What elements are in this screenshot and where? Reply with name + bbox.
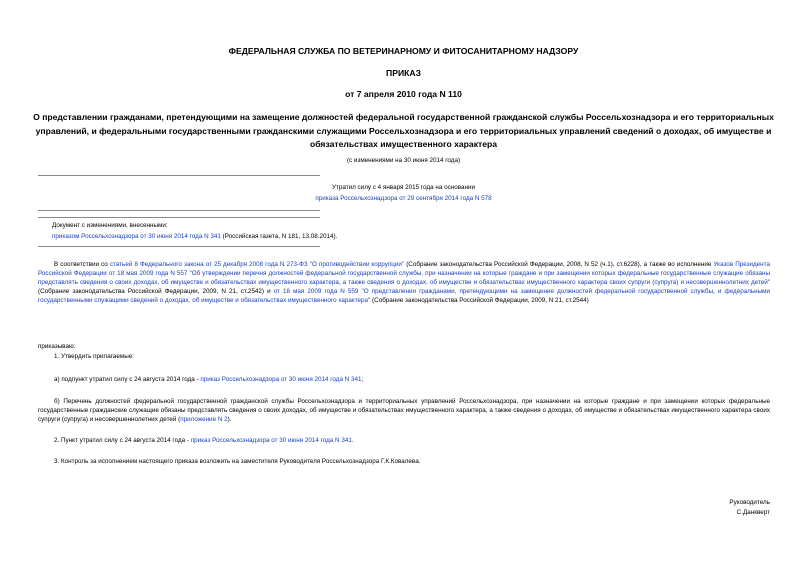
preamble-text: (Собрание законодательства Российской Федерации, 2008, N 52 (ч.1), ст.6228), а также во исполнение bbox=[404, 261, 714, 268]
signature-name: С.Данкверт bbox=[736, 509, 770, 516]
order-341-link[interactable]: приказ Россельхознадзора от 30 июня 2014 года N 341 bbox=[200, 376, 362, 383]
item-1b-text: б) Перечень должностей федеральной государственной гражданской службы Россельхознадзора и территориальных управлений Россельхознадзора, при назначении на которые граждане и при замещении которых федеральные государственные гражданские служащие обязаны представлять сведения о своих доходах, об имуществе и обязательствах имущественного характера, а также сведения о доходах, об имуществе и обязательствах имущественного характера своих супруги (супруга) и несовершеннолетних детей ( bbox=[38, 398, 770, 423]
law-273-link[interactable]: статьей 8 Федерального закона от 25 декабря 2008 года N 273-ФЗ "О противодействии коррупции" bbox=[109, 261, 405, 268]
preamble-paragraph bbox=[38, 261, 770, 306]
decree-557-link[interactable]: Указов Президента Российской Федерации от 18 мая 2009 года N 557 "Об утверждении перечня должностей федеральной государственной службы, при назначении на которые граждане и при замещении которых федеральные государственные служащие обязаны представлять сведения о своих доходах, об имуществе и обязательствах имущественного характера, а также сведения о доходах, об имуществе и обязательствах имущественного характера своих супруги (супруга) и несовершеннолетних детей" bbox=[38, 261, 770, 286]
item-1a-end: ; bbox=[361, 376, 364, 383]
amendments-intro: Документ с изменениями, внесенными: bbox=[52, 222, 168, 229]
appendix-2-link[interactable]: приложение N 2 bbox=[180, 415, 228, 423]
amendments-link[interactable]: приказом Россельхознадзора от 30 июня 2014 года N 341 bbox=[52, 233, 221, 240]
divider bbox=[38, 246, 320, 247]
order-341-link[interactable]: приказ Россельхознадзора от 30 июня 2014 года N 341 bbox=[190, 437, 352, 444]
item-1a-text: а) подпункт утратил силу с 24 августа 2014 года - bbox=[54, 376, 201, 383]
preamble-text: (Собрание законодательства Российской Федерации, 2009, N 21, ст.2542) и bbox=[38, 287, 274, 295]
preamble-text: (Собрание законодательства Российской Федерации, 2009, N 21, ст.2544) bbox=[370, 296, 589, 304]
divider bbox=[38, 217, 320, 218]
amendments-source: (Российская газета, N 181, 13.08.2014). bbox=[222, 233, 338, 240]
lost-force-text: Утратил силу с 4 января 2015 года на основании bbox=[331, 184, 476, 191]
item-1: 1. Утвердить прилагаемые: bbox=[54, 353, 134, 360]
agency-name: ФЕДЕРАЛЬНАЯ СЛУЖБА ПО ВЕТЕРИНАРНОМУ И ФИТОСАНИТАРНОМУ НАДЗОРУ bbox=[228, 46, 579, 56]
changes-note: (с изменениями на 30 июня 2014 года) bbox=[346, 157, 461, 164]
item-2-end: . bbox=[351, 437, 354, 444]
item-2 bbox=[54, 437, 354, 446]
item-1a bbox=[54, 376, 363, 385]
lost-force-link[interactable]: приказа Россельхознадзора от 29 сентября 2014 года N 578 bbox=[315, 195, 492, 202]
item-1b bbox=[38, 398, 770, 425]
item-1b-end: ). bbox=[227, 415, 232, 423]
divider bbox=[38, 175, 320, 176]
decree-559-link[interactable]: от 18 мая 2009 года N 559 "О представлении гражданами, претендующими на замещение должностей федеральной государственной службы, и федеральными государственными служащими сведений о доходах, об имуществе и обязательствах имущественного характера" bbox=[38, 287, 770, 304]
document-title: О представлении гражданами, претендующими на замещение должностей федеральной государственной гражданской службы Россельхознадзора и его территориальных управлений, и федеральными государственными гражданскими служащими Россельхознадзора и его территориальных управлений сведений о доходах, об имуществе и обязательствах имущественного характера bbox=[33, 112, 774, 149]
preamble-text: В соответствии со bbox=[54, 261, 110, 268]
divider bbox=[38, 210, 320, 211]
document-date-number: от 7 апреля 2010 года N 110 bbox=[345, 89, 462, 99]
item-3: 3. Контроль за исполнением настоящего приказа возложить на заместителя Руководителя Россельхознадзора Г.К.Ковалева. bbox=[54, 458, 421, 465]
amendments-line bbox=[52, 233, 337, 242]
item-2-text: 2. Пункт утратил силу с 24 августа 2014 года - bbox=[54, 437, 191, 444]
signature-position: Руководитель bbox=[729, 499, 770, 506]
document-type: ПРИКАЗ bbox=[386, 68, 421, 78]
orders-word: приказываю: bbox=[38, 343, 76, 350]
